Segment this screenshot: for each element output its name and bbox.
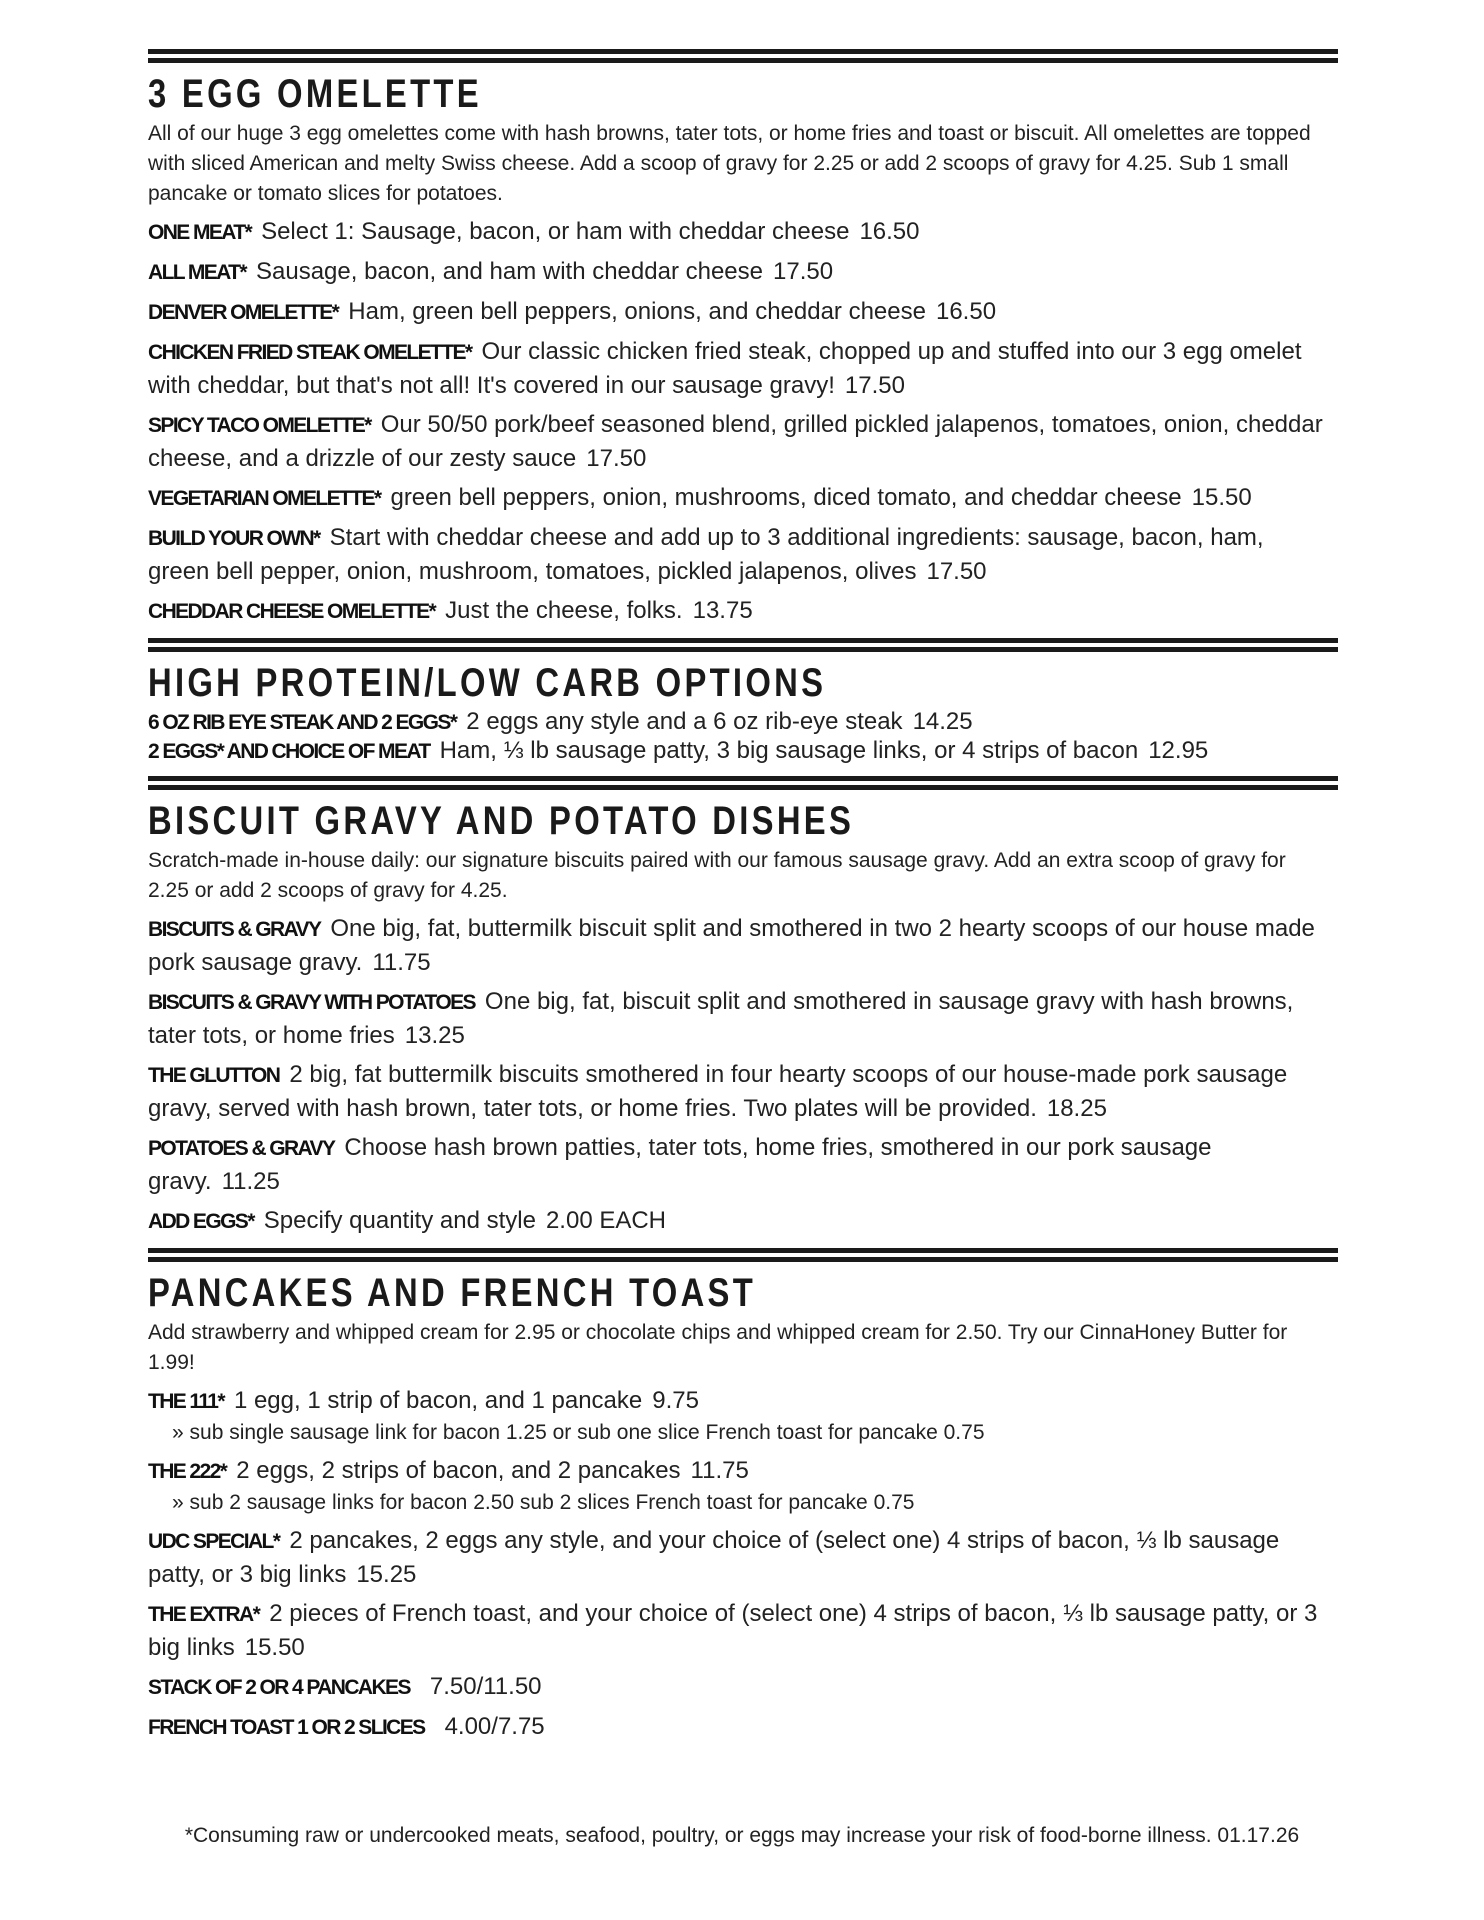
item-name: THE GLUTTON (148, 1064, 280, 1087)
item-name: 2 EGGS* AND CHOICE OF MEAT (148, 740, 430, 763)
menu-item (148, 594, 1328, 628)
item-description: Ham, ⅓ lb sausage patty, 3 big sausage links, or 4 strips of bacon (439, 737, 1139, 764)
menu-item (148, 255, 1328, 289)
menu-item (148, 1524, 1328, 1591)
item-description: Just the cheese, folks. (445, 597, 683, 624)
menu-item (148, 295, 1328, 329)
menu-section (148, 49, 1338, 638)
section-divider (148, 58, 1338, 63)
section-divider (148, 1257, 1338, 1262)
item-price: 4.00/7.75 (444, 1713, 545, 1740)
menu-item (148, 985, 1328, 1052)
menu-item (148, 215, 1328, 249)
item-price: 17.50 (926, 558, 987, 585)
item-price: 17.50 (586, 445, 647, 472)
item-description: Ham, green bell peppers, onions, and cheddar cheese (348, 298, 926, 325)
item-name: SPICY TACO OMELETTE* (148, 414, 371, 437)
item-price: 15.50 (1191, 484, 1252, 511)
menu-item (148, 335, 1328, 402)
item-description: 2 eggs any style and a 6 oz rib-eye steak (466, 708, 903, 735)
item-price: 13.25 (404, 1022, 465, 1049)
item-price: 11.75 (372, 949, 431, 976)
item-description: One big, fat, biscuit split and smothered in sausage gravy with hash browns, tater tots, or home fries (148, 988, 1294, 1049)
section-spacer (148, 1744, 1338, 1754)
item-name: THE EXTRA* (148, 1603, 260, 1626)
section-intro: Scratch-made in-house daily: our signature biscuits paired with our famous sausage gravy. Add an extra scoop of gravy for 2.25 or add 2 scoops of gravy for 4.25. (148, 849, 1286, 902)
item-name: FRENCH TOAST 1 OR 2 SLICES (148, 1716, 425, 1739)
item-name: BUILD YOUR OWN* (148, 527, 320, 550)
menu-section (148, 776, 1338, 1248)
menu-item (148, 481, 1328, 515)
item-description: 2 pieces of French toast, and your choice of (select one) 4 strips of bacon, ⅓ lb sausage patty, or 3 big links (148, 1600, 1318, 1661)
item-description: Our classic chicken fried steak, chopped up and stuffed into our 3 egg omelet with cheddar, but that's not all! It's covered in our sausage gravy! (148, 338, 1302, 399)
item-name: VEGETARIAN OMELETTE* (148, 487, 381, 510)
item-substitution-note: » sub 2 sausage links for bacon 2.50 sub 2 slices French toast for pancake 0.75 (172, 1491, 915, 1514)
item-name: CHEDDAR CHEESE OMELETTE* (148, 600, 436, 623)
menu-section (148, 638, 1338, 776)
item-name: CHICKEN FRIED STEAK OMELETTE* (148, 341, 472, 364)
item-description: 2 eggs, 2 strips of bacon, and 2 pancakes (236, 1457, 681, 1484)
menu-item (148, 408, 1328, 475)
menu-item (148, 737, 1328, 766)
item-name: UDC SPECIAL* (148, 1530, 280, 1553)
section-title: BISCUIT GRAVY AND POTATO DISHES (148, 799, 855, 843)
item-description: Start with cheddar cheese and add up to 3 additional ingredients: sausage, bacon, ham, green bell pepper, onion, mushroom, tomatoes, pickled jalapenos, olives (148, 524, 1264, 585)
item-description: Choose hash brown patties, tater tots, home fries, smothered in our pork sausage gravy. (148, 1134, 1212, 1195)
item-name: BISCUITS & GRAVY WITH POTATOES (148, 991, 475, 1014)
item-name: THE 111* (148, 1390, 224, 1413)
menu-item (148, 1204, 1328, 1238)
item-price: 14.25 (912, 708, 973, 735)
section-spacer (148, 628, 1338, 638)
item-description: 2 pancakes, 2 eggs any style, and your choice of (select one) 4 strips of bacon, ⅓ lb sausage patty, or 3 big links (148, 1527, 1280, 1588)
menu-item (148, 1454, 1328, 1488)
section-divider (148, 638, 1338, 643)
section-divider (148, 1248, 1338, 1253)
item-price: 7.50/11.50 (429, 1673, 542, 1700)
menu-page (148, 0, 1338, 1888)
menu-item (148, 1131, 1328, 1198)
item-price: 17.50 (844, 372, 905, 399)
section-intro: Add strawberry and whipped cream for 2.95 or chocolate chips and whipped cream for 2.50. Try our CinnaHoney Butter for 1.99! (148, 1321, 1288, 1374)
item-name: THE 222* (148, 1460, 227, 1483)
item-price: 2.00 EACH (545, 1207, 667, 1234)
item-description: One big, fat, buttermilk biscuit split and smothered in two 2 hearty scoops of our house made pork sausage gravy. (148, 915, 1315, 976)
menu-item (148, 1597, 1328, 1664)
section-intro: All of our huge 3 egg omelettes come with hash browns, tater tots, or home fries and toast or biscuit. All omelettes are topped with sliced American and melty Swiss cheese. Add a scoop of gravy for 2.25 or add 2 scoops of gravy for 4.25. Sub 1 small pancake or tomato slices for potatoes. (148, 122, 1311, 205)
item-name: ALL MEAT* (148, 261, 246, 284)
section-title: PANCAKES AND FRENCH TOAST (148, 1271, 757, 1315)
menu-item (148, 708, 1328, 737)
menu-item (148, 521, 1328, 588)
item-price: 11.75 (690, 1457, 749, 1484)
section-divider (148, 49, 1338, 54)
item-name: ADD EGGS* (148, 1210, 254, 1233)
section-spacer (148, 1238, 1338, 1248)
menu-item (148, 912, 1328, 979)
item-name: 6 OZ RIB EYE STEAK AND 2 EGGS* (148, 711, 457, 734)
item-price: 13.75 (692, 597, 753, 624)
item-price: 11.25 (221, 1168, 280, 1195)
section-title: 3 EGG OMELETTE (148, 72, 482, 116)
menu-item (148, 1384, 1328, 1418)
menu-item (148, 1670, 1328, 1704)
menu-section (148, 1248, 1338, 1754)
section-title: HIGH PROTEIN/LOW CARB OPTIONS (148, 661, 827, 705)
item-price: 17.50 (773, 258, 834, 285)
footnote: *Consuming raw or undercooked meats, seafood, poultry, or eggs may increase your risk of food-borne illness. 01.17.26 (184, 1824, 1300, 1847)
item-price: 12.95 (1148, 737, 1209, 764)
item-description: Specify quantity and style (263, 1207, 536, 1234)
item-name: POTATOES & GRAVY (148, 1137, 335, 1160)
item-name: ONE MEAT* (148, 221, 252, 244)
item-description: Select 1: Sausage, bacon, or ham with cheddar cheese (261, 218, 850, 245)
section-spacer (148, 766, 1338, 776)
item-description: green bell peppers, onion, mushrooms, diced tomato, and cheddar cheese (390, 484, 1182, 511)
menu-item (148, 1710, 1328, 1744)
item-price: 16.50 (935, 298, 997, 325)
item-price: 16.50 (859, 218, 920, 245)
item-description: Our 50/50 pork/beef seasoned blend, grilled pickled jalapenos, tomatoes, onion, cheddar cheese, and a drizzle of our zesty sauce (148, 411, 1323, 472)
item-substitution-note: » sub single sausage link for bacon 1.25 or sub one slice French toast for pancake 0.75 (172, 1421, 985, 1444)
item-price: 18.25 (1046, 1095, 1107, 1122)
item-price: 15.25 (356, 1561, 417, 1588)
item-price: 15.50 (244, 1634, 305, 1661)
item-description: 1 egg, 1 strip of bacon, and 1 pancake (233, 1387, 643, 1414)
menu-item (148, 1058, 1328, 1125)
item-price: 9.75 (652, 1387, 699, 1414)
item-name: STACK OF 2 OR 4 PANCAKES (148, 1676, 410, 1699)
section-divider (148, 776, 1338, 781)
section-divider (148, 785, 1338, 790)
item-name: BISCUITS & GRAVY (148, 918, 321, 941)
item-description: 2 big, fat buttermilk biscuits smothered in four hearty scoops of our house-made pork sausage gravy, served with hash brown, tater tots, or home fries. Two plates will be provided. (148, 1061, 1288, 1122)
item-description: Sausage, bacon, and ham with cheddar cheese (255, 258, 763, 285)
section-divider (148, 647, 1338, 652)
item-name: DENVER OMELETTE* (148, 301, 339, 324)
